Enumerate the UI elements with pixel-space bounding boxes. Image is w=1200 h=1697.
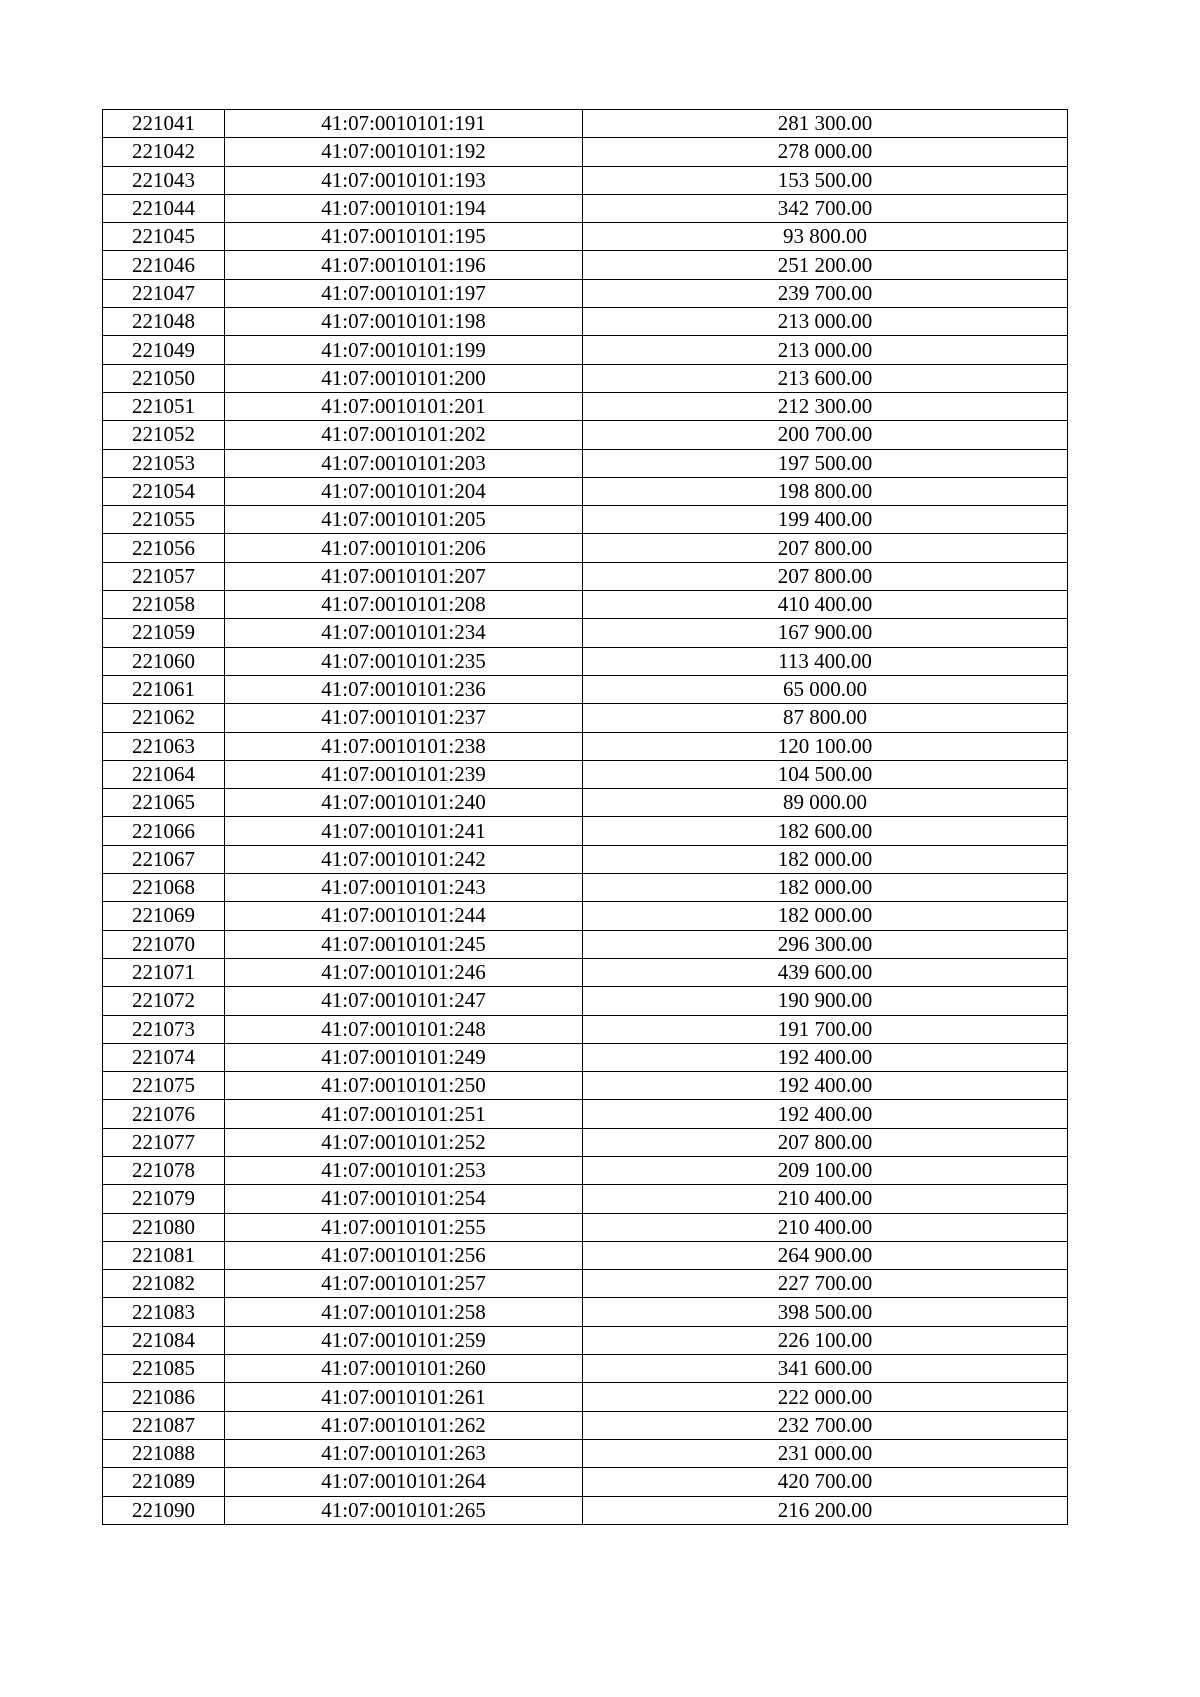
cadastral-number-cell: 41:07:0010101:257 (225, 1270, 583, 1298)
row-number-cell: 221059 (103, 619, 225, 647)
cadastral-value-cell: 190 900.00 (583, 987, 1068, 1015)
row-number-cell: 221075 (103, 1072, 225, 1100)
cadastral-value-cell: 182 000.00 (583, 874, 1068, 902)
cadastral-value-cell: 191 700.00 (583, 1015, 1068, 1043)
table-row (103, 760, 1068, 788)
table-row (103, 1015, 1068, 1043)
cadastral-value-cell: 210 400.00 (583, 1185, 1068, 1213)
cadastral-number-cell: 41:07:0010101:191 (225, 110, 583, 138)
row-number-cell: 221055 (103, 506, 225, 534)
cadastral-number-cell: 41:07:0010101:204 (225, 477, 583, 505)
table-row (103, 1496, 1068, 1524)
table-row (103, 1439, 1068, 1467)
row-number-cell: 221045 (103, 223, 225, 251)
table-row (103, 958, 1068, 986)
row-number-cell: 221061 (103, 675, 225, 703)
row-number-cell: 221090 (103, 1496, 225, 1524)
row-number-cell: 221064 (103, 760, 225, 788)
row-number-cell: 221076 (103, 1100, 225, 1128)
table-row (103, 110, 1068, 138)
cadastral-number-cell: 41:07:0010101:247 (225, 987, 583, 1015)
cadastral-number-cell: 41:07:0010101:195 (225, 223, 583, 251)
cadastral-value-cell: 199 400.00 (583, 506, 1068, 534)
table-row (103, 279, 1068, 307)
cadastral-value-cell: 198 800.00 (583, 477, 1068, 505)
cadastral-number-cell: 41:07:0010101:253 (225, 1156, 583, 1184)
table-row (103, 308, 1068, 336)
cadastral-value-cell: 227 700.00 (583, 1270, 1068, 1298)
row-number-cell: 221050 (103, 364, 225, 392)
row-number-cell: 221072 (103, 987, 225, 1015)
cadastral-value-cell: 410 400.00 (583, 591, 1068, 619)
cadastral-number-cell: 41:07:0010101:238 (225, 732, 583, 760)
row-number-cell: 221062 (103, 704, 225, 732)
table-row (103, 223, 1068, 251)
table-row (103, 506, 1068, 534)
row-number-cell: 221080 (103, 1213, 225, 1241)
table-row (103, 930, 1068, 958)
cadastral-number-cell: 41:07:0010101:256 (225, 1241, 583, 1269)
cadastral-number-cell: 41:07:0010101:208 (225, 591, 583, 619)
cadastral-value-cell: 93 800.00 (583, 223, 1068, 251)
cadastral-number-cell: 41:07:0010101:245 (225, 930, 583, 958)
cadastral-value-cell: 281 300.00 (583, 110, 1068, 138)
row-number-cell: 221079 (103, 1185, 225, 1213)
row-number-cell: 221071 (103, 958, 225, 986)
cadastral-number-cell: 41:07:0010101:197 (225, 279, 583, 307)
cadastral-number-cell: 41:07:0010101:243 (225, 874, 583, 902)
cadastral-value-cell: 296 300.00 (583, 930, 1068, 958)
row-number-cell: 221041 (103, 110, 225, 138)
cadastral-number-cell: 41:07:0010101:261 (225, 1383, 583, 1411)
cadastral-number-cell: 41:07:0010101:239 (225, 760, 583, 788)
row-number-cell: 221074 (103, 1043, 225, 1071)
cadastral-value-cell: 398 500.00 (583, 1298, 1068, 1326)
cadastral-value-cell: 439 600.00 (583, 958, 1068, 986)
table-row (103, 817, 1068, 845)
cadastral-number-cell: 41:07:0010101:240 (225, 789, 583, 817)
row-number-cell: 221051 (103, 392, 225, 420)
cadastral-number-cell: 41:07:0010101:205 (225, 506, 583, 534)
row-number-cell: 221058 (103, 591, 225, 619)
row-number-cell: 221070 (103, 930, 225, 958)
table-row (103, 477, 1068, 505)
row-number-cell: 221057 (103, 562, 225, 590)
table-body (103, 110, 1068, 1525)
table-row (103, 902, 1068, 930)
cadastral-number-cell: 41:07:0010101:244 (225, 902, 583, 930)
cadastral-number-cell: 41:07:0010101:251 (225, 1100, 583, 1128)
cadastral-value-cell: 212 300.00 (583, 392, 1068, 420)
row-number-cell: 221065 (103, 789, 225, 817)
row-number-cell: 221083 (103, 1298, 225, 1326)
cadastral-number-cell: 41:07:0010101:248 (225, 1015, 583, 1043)
table-row (103, 1156, 1068, 1184)
cadastral-number-cell: 41:07:0010101:196 (225, 251, 583, 279)
row-number-cell: 221049 (103, 336, 225, 364)
cadastral-number-cell: 41:07:0010101:194 (225, 194, 583, 222)
table-row (103, 1326, 1068, 1354)
table-row (103, 449, 1068, 477)
cadastral-number-cell: 41:07:0010101:199 (225, 336, 583, 364)
table-row (103, 1128, 1068, 1156)
row-number-cell: 221052 (103, 421, 225, 449)
row-number-cell: 221087 (103, 1411, 225, 1439)
cadastral-value-cell: 251 200.00 (583, 251, 1068, 279)
cadastral-value-cell: 342 700.00 (583, 194, 1068, 222)
cadastral-value-cell: 192 400.00 (583, 1100, 1068, 1128)
row-number-cell: 221054 (103, 477, 225, 505)
cadastral-number-cell: 41:07:0010101:254 (225, 1185, 583, 1213)
table-row (103, 1100, 1068, 1128)
cadastral-number-cell: 41:07:0010101:203 (225, 449, 583, 477)
table-row (103, 1072, 1068, 1100)
table-row (103, 1355, 1068, 1383)
cadastral-number-cell: 41:07:0010101:207 (225, 562, 583, 590)
table-row (103, 336, 1068, 364)
row-number-cell: 221053 (103, 449, 225, 477)
table-row (103, 845, 1068, 873)
row-number-cell: 221066 (103, 817, 225, 845)
table-row (103, 392, 1068, 420)
cadastral-number-cell: 41:07:0010101:260 (225, 1355, 583, 1383)
cadastral-number-cell: 41:07:0010101:249 (225, 1043, 583, 1071)
cadastral-value-cell: 210 400.00 (583, 1213, 1068, 1241)
table-row (103, 166, 1068, 194)
table-row (103, 732, 1068, 760)
cadastral-number-cell: 41:07:0010101:252 (225, 1128, 583, 1156)
row-number-cell: 221081 (103, 1241, 225, 1269)
row-number-cell: 221043 (103, 166, 225, 194)
cadastral-number-cell: 41:07:0010101:236 (225, 675, 583, 703)
table-row (103, 647, 1068, 675)
table-row (103, 1383, 1068, 1411)
table-row (103, 251, 1068, 279)
table-row (103, 1213, 1068, 1241)
cadastral-value-cell: 207 800.00 (583, 562, 1068, 590)
table-row (103, 675, 1068, 703)
cadastral-number-cell: 41:07:0010101:250 (225, 1072, 583, 1100)
table-row (103, 1185, 1068, 1213)
cadastral-number-cell: 41:07:0010101:237 (225, 704, 583, 732)
cadastral-number-cell: 41:07:0010101:193 (225, 166, 583, 194)
row-number-cell: 221078 (103, 1156, 225, 1184)
table-row (103, 421, 1068, 449)
table-row (103, 364, 1068, 392)
cadastral-value-cell: 120 100.00 (583, 732, 1068, 760)
cadastral-number-cell: 41:07:0010101:234 (225, 619, 583, 647)
row-number-cell: 221063 (103, 732, 225, 760)
row-number-cell: 221068 (103, 874, 225, 902)
table-row (103, 1411, 1068, 1439)
cadastral-number-cell: 41:07:0010101:259 (225, 1326, 583, 1354)
row-number-cell: 221067 (103, 845, 225, 873)
cadastral-value-cell: 89 000.00 (583, 789, 1068, 817)
row-number-cell: 221056 (103, 534, 225, 562)
cadastral-value-cell: 420 700.00 (583, 1468, 1068, 1496)
cadastral-value-cell: 207 800.00 (583, 534, 1068, 562)
cadastral-value-cell: 104 500.00 (583, 760, 1068, 788)
cadastral-value-cell: 226 100.00 (583, 1326, 1068, 1354)
cadastral-value-cell: 182 000.00 (583, 902, 1068, 930)
cadastral-number-cell: 41:07:0010101:198 (225, 308, 583, 336)
row-number-cell: 221060 (103, 647, 225, 675)
cadastral-value-cell: 192 400.00 (583, 1072, 1068, 1100)
row-number-cell: 221044 (103, 194, 225, 222)
table-row (103, 591, 1068, 619)
cadastral-value-cell: 264 900.00 (583, 1241, 1068, 1269)
table-row (103, 138, 1068, 166)
cadastral-value-cell: 197 500.00 (583, 449, 1068, 477)
table-row (103, 1298, 1068, 1326)
cadastral-value-cell: 213 000.00 (583, 308, 1068, 336)
cadastral-number-cell: 41:07:0010101:241 (225, 817, 583, 845)
cadastral-value-cell: 65 000.00 (583, 675, 1068, 703)
row-number-cell: 221085 (103, 1355, 225, 1383)
cadastral-value-cell: 113 400.00 (583, 647, 1068, 675)
cadastral-value-cell: 341 600.00 (583, 1355, 1068, 1383)
table-row (103, 987, 1068, 1015)
cadastral-number-cell: 41:07:0010101:206 (225, 534, 583, 562)
cadastral-value-cell: 153 500.00 (583, 166, 1068, 194)
row-number-cell: 221082 (103, 1270, 225, 1298)
row-number-cell: 221047 (103, 279, 225, 307)
cadastral-value-cell: 192 400.00 (583, 1043, 1068, 1071)
cadastral-value-cell: 232 700.00 (583, 1411, 1068, 1439)
cadastral-value-cell: 182 600.00 (583, 817, 1068, 845)
table-row (103, 704, 1068, 732)
table-row (103, 1043, 1068, 1071)
cadastral-value-table (102, 109, 1068, 1525)
cadastral-value-cell: 239 700.00 (583, 279, 1068, 307)
cadastral-value-cell: 231 000.00 (583, 1439, 1068, 1467)
row-number-cell: 221089 (103, 1468, 225, 1496)
cadastral-value-cell: 87 800.00 (583, 704, 1068, 732)
cadastral-value-cell: 209 100.00 (583, 1156, 1068, 1184)
cadastral-number-cell: 41:07:0010101:235 (225, 647, 583, 675)
row-number-cell: 221084 (103, 1326, 225, 1354)
table-row (103, 1468, 1068, 1496)
row-number-cell: 221086 (103, 1383, 225, 1411)
row-number-cell: 221073 (103, 1015, 225, 1043)
cadastral-value-cell: 182 000.00 (583, 845, 1068, 873)
row-number-cell: 221088 (103, 1439, 225, 1467)
cadastral-value-cell: 216 200.00 (583, 1496, 1068, 1524)
row-number-cell: 221069 (103, 902, 225, 930)
cadastral-number-cell: 41:07:0010101:242 (225, 845, 583, 873)
cadastral-value-cell: 207 800.00 (583, 1128, 1068, 1156)
table-row (103, 789, 1068, 817)
cadastral-value-cell: 222 000.00 (583, 1383, 1068, 1411)
cadastral-number-cell: 41:07:0010101:200 (225, 364, 583, 392)
cadastral-value-cell: 213 000.00 (583, 336, 1068, 364)
cadastral-number-cell: 41:07:0010101:202 (225, 421, 583, 449)
cadastral-number-cell: 41:07:0010101:246 (225, 958, 583, 986)
table-row (103, 534, 1068, 562)
row-number-cell: 221042 (103, 138, 225, 166)
table-row (103, 194, 1068, 222)
cadastral-number-cell: 41:07:0010101:265 (225, 1496, 583, 1524)
row-number-cell: 221046 (103, 251, 225, 279)
table-row (103, 619, 1068, 647)
cadastral-number-cell: 41:07:0010101:262 (225, 1411, 583, 1439)
cadastral-number-cell: 41:07:0010101:263 (225, 1439, 583, 1467)
table-row (103, 1241, 1068, 1269)
cadastral-value-cell: 213 600.00 (583, 364, 1068, 392)
table-row (103, 562, 1068, 590)
table-row (103, 1270, 1068, 1298)
row-number-cell: 221077 (103, 1128, 225, 1156)
cadastral-value-cell: 200 700.00 (583, 421, 1068, 449)
cadastral-number-cell: 41:07:0010101:192 (225, 138, 583, 166)
cadastral-number-cell: 41:07:0010101:264 (225, 1468, 583, 1496)
cadastral-number-cell: 41:07:0010101:258 (225, 1298, 583, 1326)
cadastral-number-cell: 41:07:0010101:201 (225, 392, 583, 420)
table-row (103, 874, 1068, 902)
cadastral-number-cell: 41:07:0010101:255 (225, 1213, 583, 1241)
row-number-cell: 221048 (103, 308, 225, 336)
cadastral-value-cell: 167 900.00 (583, 619, 1068, 647)
cadastral-value-cell: 278 000.00 (583, 138, 1068, 166)
